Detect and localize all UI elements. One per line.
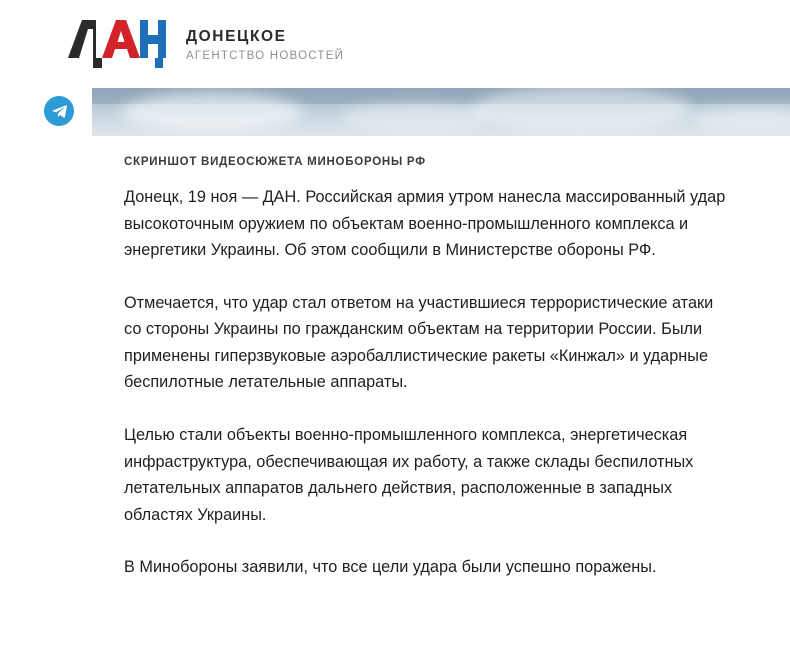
site-logo[interactable] (62, 14, 344, 72)
article-paragraph: Отмечается, что удар стал ответом на участившиеся террористические атаки со стороны Украины по гражданским объектам на территории России. Были применены гиперзвуковые аэробаллистические ракеты «Кинжал» и ударные беспилотные летательные аппараты. (124, 293, 714, 392)
article-card (92, 88, 790, 662)
cloud-shape (472, 88, 692, 132)
logo-line-2: АГЕНТСТВО НОВОСТЕЙ (186, 50, 345, 62)
article-paragraph: Донецк, 19 ноя — ДАН. Российская армия утром нанесла массированный удар высокоточным оружием по объектам военно-промышленного комплекса и энергетики Украины. Об этом сообщили в Министерстве обороны РФ. (124, 188, 726, 260)
article-paragraph: Целью стали объекты военно-промышленного комплекса, энергетическая инфраструктура, обеспечивающая их работу, а также склады беспилотных летательных аппаратов дальнего действия, расположенные в западных областях Украины. (124, 425, 694, 524)
article-hero-image (92, 88, 790, 136)
cloud-shape (122, 92, 302, 132)
article-body (92, 168, 790, 581)
cloud-shape (342, 102, 492, 132)
site-header (0, 0, 790, 88)
telegram-icon[interactable] (44, 96, 74, 126)
dan-logo-icon (62, 14, 170, 72)
image-caption: СКРИНШОТ ВИДЕОСЮЖЕТА МИНОБОРОНЫ РФ (124, 156, 426, 168)
cloud-shape (692, 106, 790, 132)
logo-wordmark (186, 27, 344, 64)
article-paragraph: В Минобороны заявили, что все цели удара были успешно поражены. (124, 558, 657, 577)
logo-line-1: ДОНЕЦКОЕ (186, 27, 287, 45)
